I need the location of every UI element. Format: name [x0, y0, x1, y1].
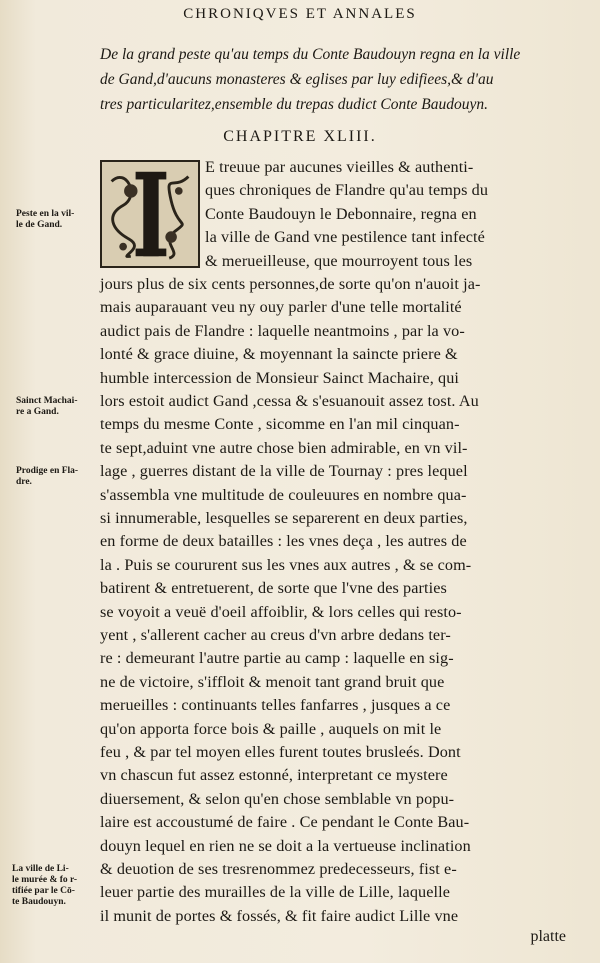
margin-note-line: te Baudouyn. — [12, 897, 66, 907]
body-line: lors estoit audict Gand ,cessa & s'esuanouit assez tost. Au — [100, 392, 479, 410]
body-line: mais auparauant veu ny ouy parler d'une telle mortalité — [100, 298, 462, 317]
margin-note-line: La ville de Li- — [12, 864, 69, 874]
catchword: platte — [530, 928, 566, 946]
body-line: lage , guerres distant de la ville de Tournay : pres lequel — [100, 462, 468, 481]
body-line: se voyoit a veuë d'oeil affoiblir, & lors celles qui resto- — [100, 602, 462, 621]
margin-note — [16, 396, 77, 418]
body-line: si innumerable, lesquelles se separerent en deux parties, — [100, 509, 468, 527]
body-line: il munit de portes & fossés, & fit faire audict Lille vne — [100, 906, 459, 925]
body-line: s'assembla vne multitude de couleuures en nombre qua- — [100, 485, 467, 504]
margin-note-line: tifiée par le Cō- — [12, 886, 75, 896]
margin-note — [16, 466, 78, 488]
body-line: humble intercession de Monsieur Sainct Machaire, qui — [100, 368, 459, 387]
body-line: lonté & grace diuine, & moyennant la saincte priere & — [100, 345, 458, 364]
running-head: CHRONIQVES ET ANNALES — [183, 6, 417, 22]
margin-note — [12, 864, 77, 908]
margin-note-line: Sainct Machai- — [16, 396, 78, 406]
body-line: yent , s'allerent cacher au creus d'vn arbre dedans ter- — [100, 626, 451, 644]
body-line: ne de victoire, s'iffloit & menoit tant grand bruit que — [100, 672, 445, 691]
summary-line: tres particularitez,ensemble du trepas dudict Conte Baudouyn. — [100, 96, 489, 113]
body-line: te sept,aduint vne autre chose bien admirable, en vn vil- — [100, 438, 468, 457]
chapter-summary — [100, 42, 580, 117]
body-line: douyn lequel en rien ne se doit a la vertueuse inclination — [100, 836, 471, 855]
margin-note-line: re a Gand. — [16, 407, 59, 417]
summary-line: De la grand peste qu'au temps du Conte Baudouyn regna en la ville — [100, 46, 521, 63]
decorated-initial — [100, 160, 200, 268]
body-line: laire est accoustumé de faire . Ce pendant le Conte Bau- — [100, 813, 470, 832]
body-line: vn chascun fut assez estonné, interpretant ce mystere — [100, 766, 448, 785]
body-line: merueilles : continuants telles fanfarres , jusques a ce — [100, 696, 451, 715]
margin-note — [16, 209, 74, 231]
body-line: la . Puis se coururent sus les vnes aux autres , & se com- — [100, 555, 472, 574]
margin-note-line: le murée & fo r- — [12, 875, 78, 885]
body-line: re : demeurant l'autre partie au camp : laquelle en sig- — [100, 649, 454, 668]
body-line: feu , & par tel moyen elles furent toutes brusleés. Dont — [100, 743, 461, 761]
body-line: temps du mesme Conte , sicomme en l'an mil cinquan- — [100, 415, 460, 434]
margin-note-line: Peste en la vil- — [16, 208, 75, 219]
body-line: ques chroniques de Flandre qu'au temps du — [205, 181, 489, 200]
chapter-heading: CHAPITRE XLIII. — [223, 128, 377, 145]
summary-line: de Gand,d'aucuns monasteres & eglises par luy edifiees,& d'au — [100, 71, 494, 88]
body-line: diuersement, & selon qu'en chose semblable vn popu- — [100, 789, 455, 808]
margin-note-line: dre. — [16, 477, 32, 488]
margin-note-line: le de Gand. — [16, 219, 63, 230]
body-line: E treuue par aucunes vieilles & authenti- — [205, 158, 474, 176]
body-line: & merueilleuse, que mourroyent tous les — [205, 251, 473, 270]
body-line: la ville de Gand vne pestilence tant infecté — [205, 228, 485, 247]
body-line: leuer partie des murailles de la ville de Lille, laquelle — [100, 883, 450, 902]
body-line: qu'on apporta force bois & paille , auquels on mit le — [100, 719, 442, 738]
body-line: audict pais de Flandre : laquelle neantmoins , par la vo- — [100, 321, 465, 340]
decorated-initial-i-icon — [102, 162, 198, 266]
body-line: & deuotion de ses tresrenommez predecesseurs, fist e- — [100, 860, 457, 878]
body-line: en forme de deux batailles : les vnes deça , les autres de — [100, 532, 467, 551]
body-line: jours plus de six cents personnes,de sorte qu'on n'auoit ja- — [100, 275, 481, 293]
margin-note-line: Prodige en Fla- — [16, 466, 79, 477]
body-line: Conte Baudouyn le Debonnaire, regna en — [205, 204, 477, 223]
body-line: batirent & entretuerent, de sorte que l'vne des parties — [100, 579, 447, 598]
